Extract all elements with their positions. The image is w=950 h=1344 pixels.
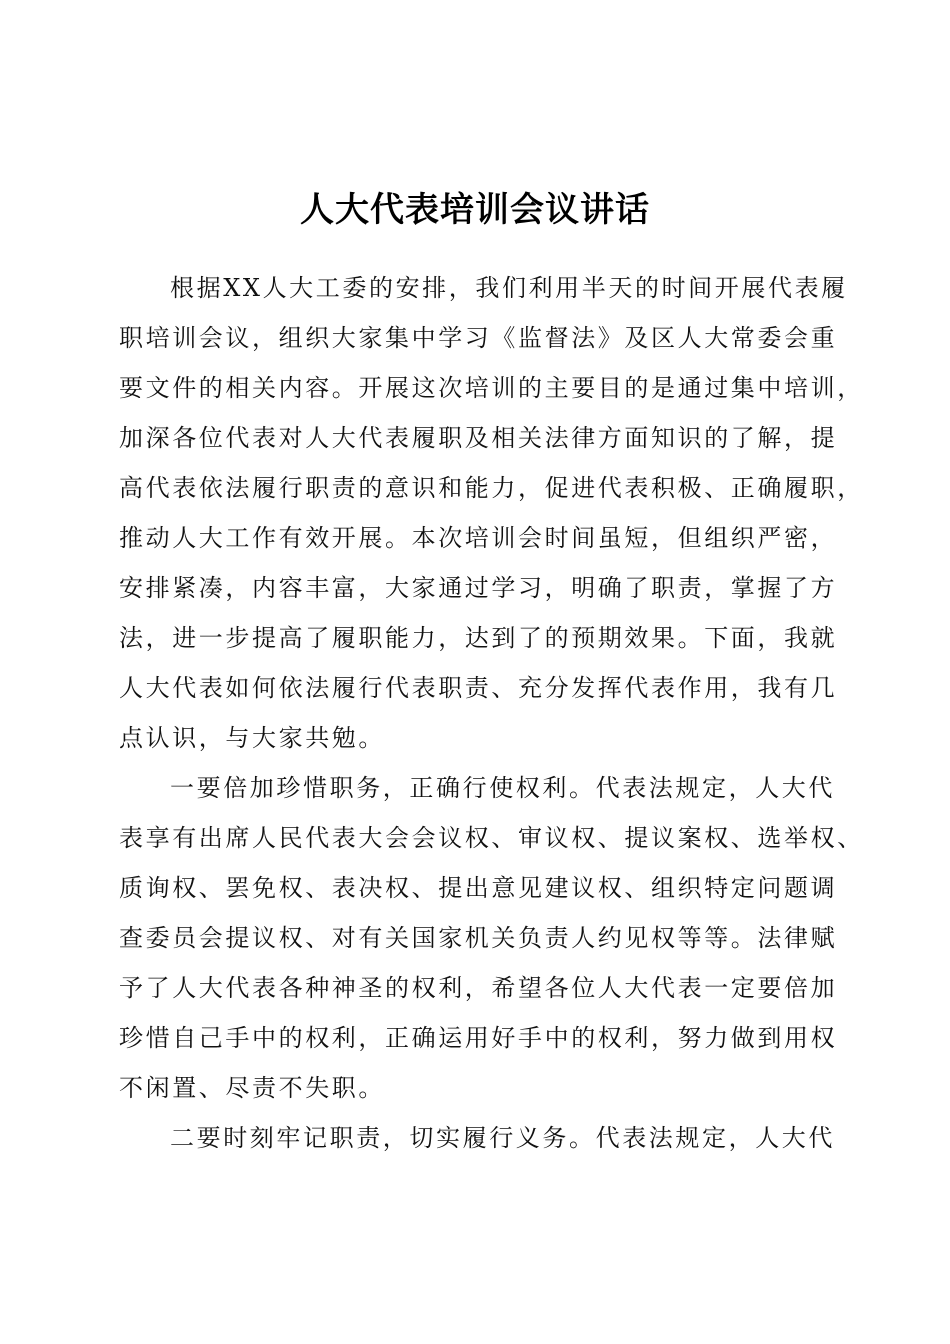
paragraph-line: 予了人大代表各种神圣的权利，希望各位人大代表一定要倍加 [119,974,838,1002]
document-title: 人大代表培训会议讲话 [300,190,650,230]
paragraph-line: 一要倍加珍惜职务，正确行使权利。代表法规定，人大代 [170,774,835,802]
paragraph-line: 加深各位代表对人大代表履职及相关法律方面知识的了解，提 [119,424,838,452]
paragraph-line: 表享有出席人民代表大会会议权、审议权、提议案权、选举权、 [119,824,864,852]
paragraph-line: 二要时刻牢记职责，切实履行义务。代表法规定，人大代 [170,1124,835,1152]
paragraph-line: 珍惜自己手中的权利，正确运用好手中的权利，努力做到用权 [119,1024,838,1052]
paragraph-line: 人大代表如何依法履行代表职责、充分发挥代表作用，我有几 [119,674,838,702]
paragraph-line: 查委员会提议权、对有关国家机关负责人约见权等等。法律赋 [119,924,838,952]
paragraph-line: 安排紧凑，内容丰富，大家通过学习，明确了职责，掌握了方 [119,574,838,602]
paragraph-line: 根据XX人大工委的安排，我们利用半天的时间开展代表履 [170,274,848,302]
paragraph-line: 点认识，与大家共勉。 [119,724,385,752]
paragraph-line: 要文件的相关内容。开展这次培训的主要目的是通过集中培训， [119,374,864,402]
paragraph-line: 职培训会议，组织大家集中学习《监督法》及区人大常委会重 [119,324,838,352]
paragraph-line: 不闲置、尽责不失职。 [119,1074,385,1102]
paragraph-line: 质询权、罢免权、表决权、提出意见建议权、组织特定问题调 [119,874,838,902]
paragraph-line: 推动人大工作有效开展。本次培训会时间虽短，但组织严密， [119,524,838,552]
paragraph-line: 高代表依法履行职责的意识和能力，促进代表积极、正确履职， [119,474,864,502]
paragraph-line: 法，进一步提高了履职能力，达到了的预期效果。下面，我就 [119,624,838,652]
